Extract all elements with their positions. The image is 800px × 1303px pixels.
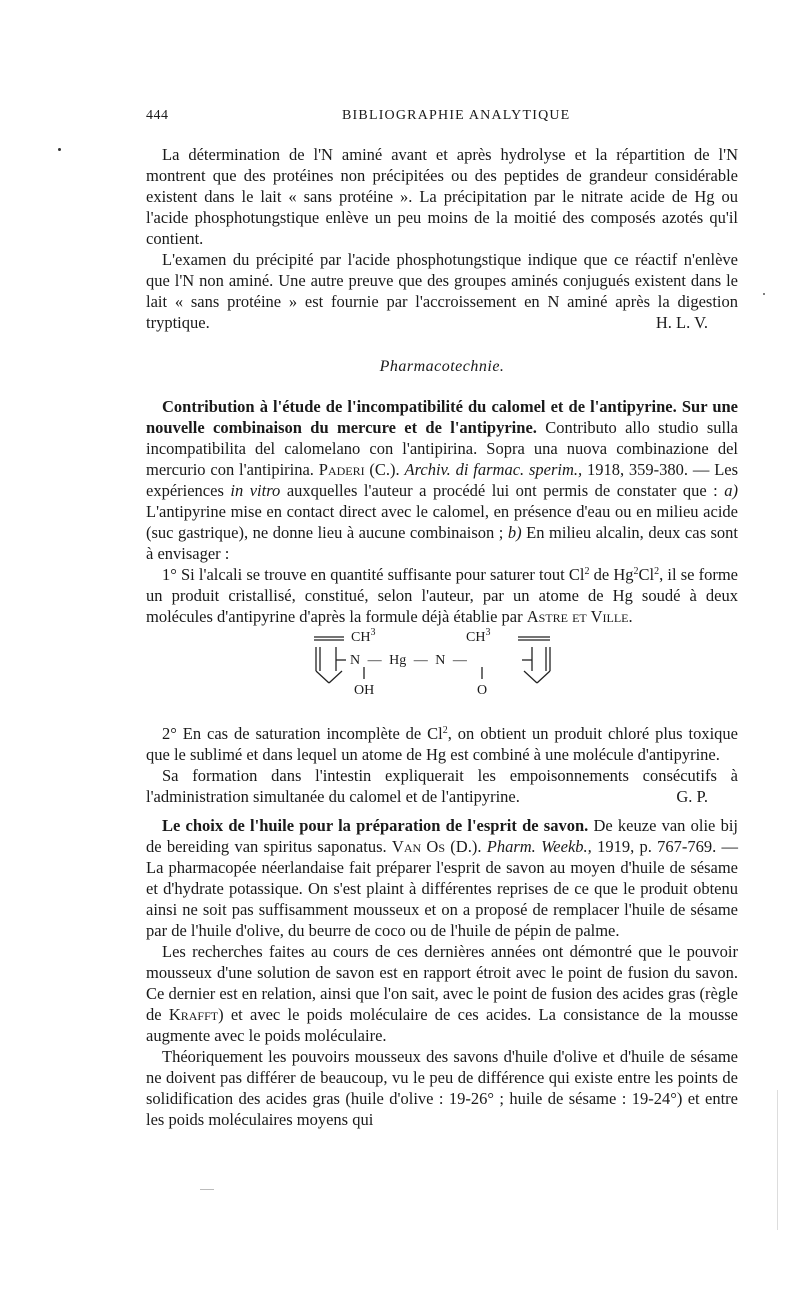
article-text: En milieu alcalin, deux cas sont à envisager : (146, 523, 739, 563)
superscript: 3 (485, 627, 491, 638)
formula-text: CH (351, 630, 371, 645)
cited-author: Krafft (168, 1005, 219, 1024)
scan-mark (200, 1189, 214, 1190)
paragraph (146, 249, 738, 333)
article-text: Les recherches faites au cours de ces dernières années ont démontré que le pouvoir mousseux d'une solution de savon est en rapport étroit avec le point de fusion du savon. Ce dernier est en relation, ainsi que l'on sait, avec le point de fusion des acides gras (règle de (146, 942, 738, 1024)
chemical-formula (146, 627, 738, 715)
article-title: Contribution à l'étude de l'incompatibilité du calomel et de l'antipyrine. Sur une nouvelle combinaison du mercure et de l'antipyrine. (146, 397, 738, 437)
article-text: Les expériences (146, 460, 739, 500)
article-text: La pharmacopée néerlandaise fait préparer l'esprit de savon au moyen d'huile de sésame et d'hydrate potassique. On s'est plaint à différentes reprises de ce que le produit obtenu ainsi ne soit pas suffisamment mousseux et on a proposé de remplacer l'huile de sésame par de l'huile d'olive, du beurre de coco ou de l'huile de pépin de palme. (146, 858, 738, 940)
margin-mark (763, 293, 765, 295)
article-text: 1° Si l'alcali se trouve en quantité suffisante pour saturer tout Cl (162, 565, 585, 584)
margin-mark (58, 148, 61, 151)
superscript: 2 (442, 725, 448, 736)
formula-middle: N — Hg — N — (350, 653, 467, 668)
formula-text: CH (466, 630, 486, 645)
article-text: , il se forme un produit cristallisé, constitué, selon l'auteur, par un atome de Hg soudé à deux molécules d'antipyrine d'après la formule déjà établie par (146, 565, 738, 626)
article-entry (146, 396, 738, 564)
superscript: 2 (654, 566, 660, 577)
superscript: 2 (584, 566, 590, 577)
formula-rings (146, 633, 738, 715)
signature: G. P. (676, 787, 708, 806)
article-text-italic: in vitro (230, 481, 281, 500)
formula-oh: OH (354, 683, 375, 698)
paragraph (146, 941, 738, 1046)
formula-ch3-left (351, 627, 375, 648)
paragraph: Théoriquement les pouvoirs mousseux des savons d'huile d'olive et d'huile de sésame ne doivent pas différer de beaucoup, vu le peu de différence qui existe entre les points de solidification des acides gras (huile d'olive : 19-26° ; huile de sésame : 19-24°) et entre les poids moléculaires moyens qui (146, 1047, 738, 1129)
article-journal: Archiv. di farmac. sperim., (404, 460, 583, 479)
paragraph-text: L'examen du précipité par l'acide phosphotungstique indique que ce réactif n'enlève que l'N non aminé. Une autre preuve que des groupes aminés conjugués existent dans le lait « sans protéine » est fournie par l'accroissement en N aminé après la digestion tryptique. (146, 250, 738, 332)
article-entry (146, 815, 738, 941)
item-label: b) (507, 523, 522, 542)
article-text: L'antipyrine mise en contact direct avec le calomel, en présence d'eau ou en milieu acide (suc gastrique), ne donne lieu à aucune combinaison ; (146, 502, 738, 542)
article-author: Paderi (C.). (318, 460, 400, 479)
article-original-title: De keuze van olie bij de bereiding van spiritus saponatus. (146, 816, 739, 856)
running-title: BIBLIOGRAPHIE ANALYTIQUE (342, 108, 571, 123)
scan-edge (777, 1090, 778, 1230)
formula-o: O (477, 683, 488, 698)
superscript: 2 (633, 566, 639, 577)
article-original-title: Contributo allo studio sulla incompatibilita del calomelano con l'antipirina. Sopra una nuova combinazione del mercurio con l'antipirina. (146, 418, 738, 479)
page-header (146, 108, 738, 128)
article-text: ) et avec le poids moléculaire de ces acides. La consistance de la mousse augmente avec le poids moléculaire. (146, 1005, 739, 1045)
superscript: 3 (370, 627, 376, 638)
cited-authors: Astre et Ville. (526, 607, 633, 626)
section-title: Pharmacotechnie. (379, 358, 505, 375)
article-reference: 1919, p. 767-769. — (597, 837, 739, 856)
article-journal: Pharm. Weekb., (486, 837, 592, 856)
article-text: Sa formation dans l'intestin expliquerait les empoisonnements consécutifs à l'administration simultanée du calomel et de l'antipyrine. (146, 766, 738, 806)
paragraph: La détermination de l'N aminé avant et après hydrolyse et la répartition de l'N montrent que des protéines non précipitées ou des peptides de grandeur considérable existent dans le lait « sans protéine ». La précipitation par le nitrate acide de Hg ou l'acide phosphotungstique enlève un peu moins de la moitié des composés azotés qu'il contient. (146, 145, 738, 248)
article-text: de Hg (589, 565, 634, 584)
article-author: Van Os (D.). (391, 837, 482, 856)
item-label: a) (724, 481, 739, 500)
signature: H. L. V. (655, 313, 708, 332)
article-text: , on obtient un produit chloré plus toxique que le sublimé et dans lequel un atome de Hg est combiné à une molécule d'antipyrine. (146, 724, 739, 764)
paragraph (146, 564, 738, 627)
article-reference: 1918, 359-380. — (586, 460, 710, 479)
page-body (146, 144, 738, 1130)
formula-ch3-right (466, 627, 490, 648)
page-number: 444 (146, 108, 169, 123)
article-text: Cl (638, 565, 655, 584)
article-text: auxquelles l'auteur a procédé lui ont permis de constater que : (286, 481, 718, 500)
article-title: Le choix de l'huile pour la préparation de l'esprit de savon. (162, 816, 589, 835)
paragraph (146, 723, 738, 765)
article-text: 2° En cas de saturation incomplète de Cl (162, 724, 443, 743)
paragraph (146, 765, 738, 807)
